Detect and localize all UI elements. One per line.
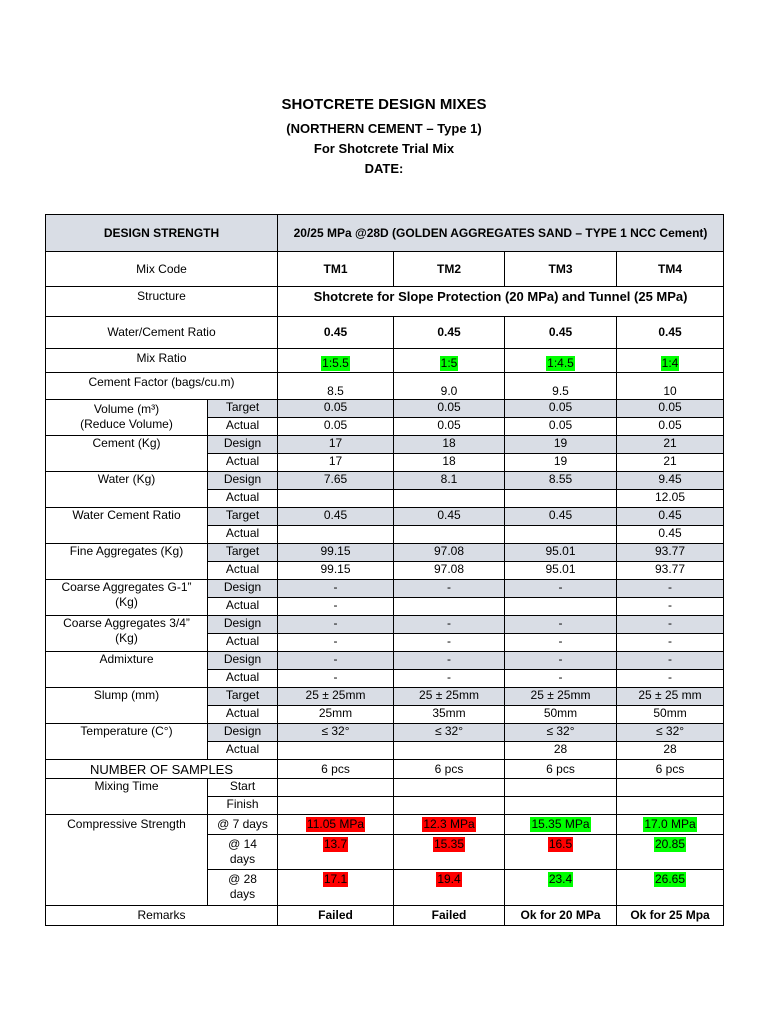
sub-label: @ 28 days [208,870,278,906]
value-cell: 97.08 [394,544,505,562]
slump-label: Slump (mm) [46,688,208,724]
water-cement-ratio-label: Water/Cement Ratio [46,317,278,349]
value-cell: 0.45 [505,508,617,526]
value-cell: - [278,616,394,634]
sub-label: Actual [208,454,278,472]
temperature-design-row [46,724,724,742]
value-cell: ≤ 32° [278,724,394,742]
value-cell: 0.45 [278,508,394,526]
sub-label: Actual [208,670,278,688]
sub-label: Design [208,616,278,634]
cement-factor-cell: 9.5 [505,373,617,400]
coarse-g1-label: Coarse Aggregates G-1” (Kg) [46,580,208,616]
wcr-label: Water Cement Ratio [46,508,208,544]
mix-ratio-cell [617,349,724,373]
sub-label: Actual [208,562,278,580]
remarks-cell: Failed [278,906,394,926]
value-cell: 6 pcs [617,760,724,779]
value-cell: 0.45 [394,508,505,526]
sub-label: Actual [208,418,278,436]
volume-target-row [46,400,724,418]
value-cell: 0.05 [278,400,394,418]
samples-row [46,760,724,779]
value-cell: - [505,670,617,688]
strength-cell [617,870,724,906]
sub-label: Target [208,400,278,418]
sub-label: Design [208,472,278,490]
strength-value: 17.1 [323,872,348,886]
value-cell [394,742,505,760]
value-cell: - [617,670,724,688]
value-cell: 8.1 [394,472,505,490]
mix-ratio-cell [278,349,394,373]
wcr-target-row [46,508,724,526]
value-cell: 93.77 [617,544,724,562]
value-cell: 19 [505,436,617,454]
value-cell: 9.45 [617,472,724,490]
strength-cell [394,815,505,835]
water-label: Water (Kg) [46,472,208,508]
value-cell: 21 [617,436,724,454]
sub-label: Actual [208,526,278,544]
value-cell [278,797,394,815]
value-cell: - [278,652,394,670]
mix-ratio-label: Mix Ratio [46,349,278,373]
fine-agg-label: Fine Aggregates (Kg) [46,544,208,580]
volume-label: Volume (m³) (Reduce Volume) [46,400,208,436]
sub-label: Finish [208,797,278,815]
compressive-label: Compressive Strength [46,815,208,906]
cement-factor-row [46,373,724,400]
value-cell: ≤ 32° [394,724,505,742]
value-cell: - [394,634,505,652]
mix-code-label: Mix Code [46,252,278,287]
value-cell: - [505,634,617,652]
value-cell: 6 pcs [394,760,505,779]
value-cell [617,797,724,815]
strength-value: 26.65 [655,872,686,886]
sub-label: @ 7 days [208,815,278,835]
value-cell [394,490,505,508]
strength-cell [278,815,394,835]
value-cell: 17 [278,436,394,454]
sub-label: Design [208,436,278,454]
samples-label: NUMBER OF SAMPLES [46,760,278,779]
value-cell: 0.05 [505,418,617,436]
value-cell: 6 pcs [505,760,617,779]
value-cell: 25 ± 25mm [278,688,394,706]
structure-label: Structure [46,287,278,317]
value-cell [505,598,617,616]
design-strength-row [46,215,724,252]
value-cell: ≤ 32° [505,724,617,742]
mix-code-cell: TM1 [278,252,394,287]
value-cell: 35mm [394,706,505,724]
wc-ratio-cell: 0.45 [505,317,617,349]
value-cell [394,797,505,815]
value-cell [505,526,617,544]
strength-cell [278,835,394,870]
slump-target-row [46,688,724,706]
water-design-row [46,472,724,490]
sub-label: Actual [208,742,278,760]
remarks-cell: Ok for 20 MPa [505,906,617,926]
sub-label: Start [208,779,278,797]
strength-value: 13.7 [323,837,348,851]
wc-ratio-cell: 0.45 [617,317,724,349]
mix-code-cell: TM4 [617,252,724,287]
mix-ratio-row [46,349,724,373]
mix-ratio-cell [394,349,505,373]
value-cell: 95.01 [505,544,617,562]
page-purpose: For Shotcrete Trial Mix [313,141,455,156]
value-cell: - [278,598,394,616]
cement-label: Cement (Kg) [46,436,208,472]
value-cell: 18 [394,436,505,454]
mix-ratio-value: 1:5 [440,356,458,370]
value-cell: 19 [505,454,617,472]
strength-value: 23.4 [548,872,573,886]
value-cell: 0.05 [617,400,724,418]
strength-value: 11.05 MPa [306,817,365,831]
sub-label: Design [208,724,278,742]
sub-label: Actual [208,634,278,652]
remarks-cell: Ok for 25 Mpa [617,906,724,926]
value-cell: 6 pcs [278,760,394,779]
value-cell: 0.05 [617,418,724,436]
sub-label: Actual [208,490,278,508]
water-cement-ratio-header-row [46,317,724,349]
value-cell [394,779,505,797]
strength-cell [278,870,394,906]
sub-label: Design [208,652,278,670]
strength-cell [505,835,617,870]
strength-cell [394,870,505,906]
value-cell [278,742,394,760]
value-cell [278,526,394,544]
strength-cell [617,835,724,870]
sub-label: Target [208,508,278,526]
admixture-label: Admixture [46,652,208,688]
value-cell: - [617,634,724,652]
value-cell: 25 ± 25mm [505,688,617,706]
value-cell: 0.45 [617,526,724,544]
value-cell: 0.05 [278,418,394,436]
strength-value: 17.0 MPa [644,817,696,831]
remarks-cell: Failed [394,906,505,926]
cement-factor-cell: 9.0 [394,373,505,400]
value-cell: 0.45 [617,508,724,526]
value-cell: - [394,670,505,688]
value-cell: - [617,580,724,598]
value-cell: 28 [505,742,617,760]
mix-code-cell: TM2 [394,252,505,287]
remarks-label: Remarks [46,906,278,926]
value-cell [394,526,505,544]
value-cell [617,779,724,797]
value-cell [394,598,505,616]
value-cell: ≤ 32° [617,724,724,742]
value-cell: 50mm [617,706,724,724]
page-subtitle: (NORTHERN CEMENT – Type 1) [286,121,482,136]
value-cell [505,490,617,508]
strength-value: 19.4 [437,872,461,886]
value-cell: - [617,616,724,634]
value-cell: 18 [394,454,505,472]
strength-cell [394,835,505,870]
value-cell: - [505,616,617,634]
value-cell: - [505,580,617,598]
value-cell: 17 [278,454,394,472]
value-cell: 0.05 [394,418,505,436]
value-cell: 12.05 [617,490,724,508]
design-strength-value: 20/25 MPa @28D (GOLDEN AGGREGATES SAND – TYPE 1 NCC Cement) [278,215,724,252]
sub-label: Target [208,688,278,706]
cement-factor-label: Cement Factor (bags/cu.m) [46,373,278,400]
value-cell: 99.15 [278,562,394,580]
strength-cell [505,815,617,835]
value-cell: 21 [617,454,724,472]
value-cell: 97.08 [394,562,505,580]
strength-value: 16.5 [548,837,573,851]
coarse-g1-design-row [46,580,724,598]
mixing-start-row [46,779,724,797]
value-cell: - [394,580,505,598]
value-cell [278,490,394,508]
wc-ratio-cell: 0.45 [394,317,505,349]
sub-label: Design [208,580,278,598]
value-cell: - [394,652,505,670]
sub-label: Target [208,544,278,562]
value-cell: 8.55 [505,472,617,490]
value-cell [278,779,394,797]
mix-ratio-value: 1:5.5 [322,356,349,370]
page-title: SHOTCRETE DESIGN MIXES [281,96,487,113]
strength-value: 15.35 MPa [531,817,590,831]
mix-ratio-value: 1:4.5 [547,356,574,370]
value-cell: - [505,652,617,670]
cement-design-row [46,436,724,454]
mix-ratio-cell [505,349,617,373]
structure-row [46,287,724,317]
value-cell: 25 ± 25 mm [617,688,724,706]
date-label: DATE: [364,161,404,176]
value-cell: 28 [617,742,724,760]
value-cell: - [278,670,394,688]
mix-code-cell: TM3 [505,252,617,287]
strength-value: 12.3 MPa [423,817,475,831]
value-cell: 25 ± 25mm [394,688,505,706]
value-cell [505,779,617,797]
value-cell: 95.01 [505,562,617,580]
sub-label: @ 14 days [208,835,278,870]
value-cell [505,797,617,815]
coarse-34-label: Coarse Aggregates 3/4” (Kg) [46,616,208,652]
value-cell: - [617,652,724,670]
strength-cell [617,815,724,835]
value-cell: - [617,598,724,616]
value-cell: 0.05 [394,400,505,418]
value-cell: 7.65 [278,472,394,490]
remarks-row [46,906,724,926]
value-cell: 93.77 [617,562,724,580]
structure-value: Shotcrete for Slope Protection (20 MPa) and Tunnel (25 MPa) [278,287,724,317]
value-cell: 99.15 [278,544,394,562]
sub-label: Actual [208,706,278,724]
mix-ratio-value: 1:4 [661,356,679,370]
sub-label: Actual [208,598,278,616]
value-cell: 25mm [278,706,394,724]
fine-agg-target-row [46,544,724,562]
strength-value: 15.35 [433,837,465,851]
coarse-34-design-row [46,616,724,634]
cement-factor-cell: 10 [617,373,724,400]
design-strength-label: DESIGN STRENGTH [46,215,278,252]
mixing-time-label: Mixing Time [46,779,208,815]
temperature-label: Temperature (C°) [46,724,208,760]
mix-code-row [46,252,724,287]
admixture-design-row [46,652,724,670]
strength-cell [505,870,617,906]
value-cell: 50mm [505,706,617,724]
cement-factor-cell: 8.5 [278,373,394,400]
shotcrete-mix-table [45,214,724,926]
wc-ratio-cell: 0.45 [278,317,394,349]
value-cell: 0.05 [505,400,617,418]
value-cell: - [278,580,394,598]
strength-value: 20.85 [655,837,686,851]
value-cell: - [278,634,394,652]
compressive-7d-row [46,815,724,835]
value-cell: - [394,616,505,634]
